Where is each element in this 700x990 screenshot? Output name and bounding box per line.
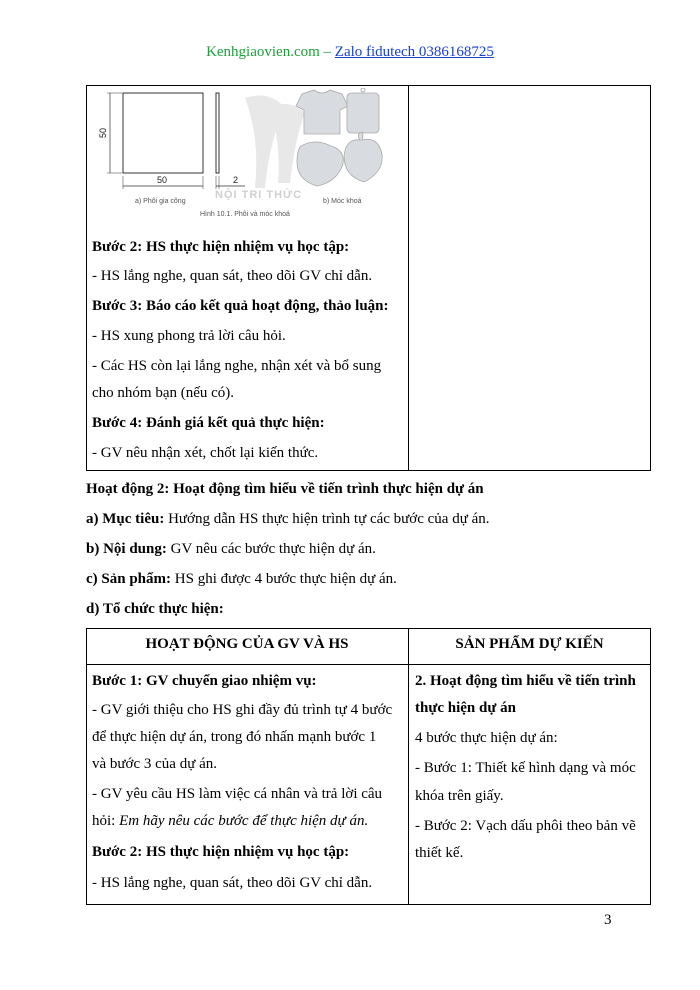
top-step4-line: - GV nêu nhận xét, chốt lại kiến thức.	[92, 445, 319, 461]
t2-left-line5-prefix: hỏi:	[92, 813, 120, 829]
table-header-activities: HOẠT ĐỘNG CỦA GV VÀ HS	[145, 636, 349, 652]
figure-caption-a: a) Phôi gia công	[135, 198, 186, 205]
t2-right-line2: - Bước 1: Thiết kế hình dạng và móc	[415, 760, 636, 776]
top-step3-line1: - HS xung phong trả lời câu hỏi.	[92, 328, 286, 344]
dim-thickness: 2	[233, 175, 239, 185]
t2-left-line6: - HS lắng nghe, quan sát, theo dõi GV chỉ dẫn.	[92, 875, 373, 891]
page-header	[0, 44, 700, 61]
blank-plate-side	[216, 93, 219, 173]
activity-content	[86, 538, 376, 560]
activity-title: Hoạt động 2: Hoạt động tìm hiểu về tiến trình thực hiện dự án	[86, 481, 484, 497]
top-step3-title: Bước 3: Báo cáo kết quả hoạt động, thảo luận:	[92, 298, 389, 314]
figure-svg	[95, 88, 400, 230]
header-separator: –	[319, 44, 335, 60]
blank-plate	[123, 93, 203, 173]
top-step3-line2b: cho nhóm bạn (nếu có).	[92, 385, 235, 401]
t2-step1-title: Bước 1: GV chuyển giao nhiệm vụ:	[92, 673, 317, 689]
page-number: 3	[604, 912, 612, 928]
t2-left-line5	[92, 810, 368, 832]
goal-text: Hướng dẫn HS thực hiện trình tự các bước của dự án.	[164, 511, 490, 527]
t2-left-line3: và bước 3 của dự án.	[92, 756, 217, 772]
product-text: HS ghi được 4 bước thực hiện dự án.	[171, 571, 397, 587]
activity-table-divider	[408, 628, 409, 905]
t2-right-line4: - Bước 2: Vạch dấu phôi theo bản vẽ	[415, 818, 636, 834]
top-table-divider	[408, 85, 409, 471]
t2-right-line5: thiết kế.	[415, 845, 464, 861]
t2-left-line5-question: Em hãy nêu các bước để thực hiện dự án.	[119, 813, 369, 829]
dim-width: 50	[157, 175, 168, 185]
t2-right-line1: 4 bước thực hiện dự án:	[415, 730, 558, 746]
figure-caption-main: Hình 10.1. Phôi và móc khoá	[200, 211, 290, 218]
header-site[interactable]: Kenhgiaovien.com	[206, 44, 320, 60]
figure-caption-b: b) Móc khoá	[323, 198, 362, 205]
t2-left-line4: - GV yêu cầu HS làm việc cá nhân và trả lời câu	[92, 786, 383, 802]
keychain-apple-icon	[344, 132, 382, 182]
goal-label: a) Mục tiêu:	[86, 511, 165, 527]
keychain-heart-icon	[297, 142, 343, 186]
activity-product	[86, 568, 397, 590]
t2-left-line2: để thực hiện dự án, trong đó nhấn mạnh bước 1	[92, 729, 377, 745]
activity-goal	[86, 508, 490, 530]
keychain-shirt-icon	[296, 90, 348, 134]
product-label: c) Sản phẩm:	[86, 571, 172, 587]
top-step2-title: Bước 2: HS thực hiện nhiệm vụ học tập:	[92, 239, 350, 255]
top-step4-title: Bước 4: Đánh giá kết quả thực hiện:	[92, 415, 325, 431]
table-header-products: SẢN PHẨM DỰ KIẾN	[455, 636, 604, 652]
activity-org-label: d) Tổ chức thực hiện:	[86, 601, 224, 617]
t2-right-title2: thực hiện dự án	[415, 700, 516, 716]
top-step2-line: - HS lắng nghe, quan sát, theo dõi GV chỉ dẫn.	[92, 268, 373, 284]
t2-left-line1: - GV giới thiệu cho HS ghi đầy đủ trình tự 4 bước	[92, 702, 393, 718]
activity-table-header-line	[86, 664, 651, 665]
t2-right-title1: 2. Hoạt động tìm hiểu về tiến trình	[415, 673, 636, 689]
t2-step2-title: Bước 2: HS thực hiện nhiệm vụ học tập:	[92, 844, 350, 860]
top-step3-line2a: - Các HS còn lại lắng nghe, nhận xét và bổ sung	[92, 358, 382, 374]
t2-right-line3: khóa trên giấy.	[415, 788, 504, 804]
content-label: b) Nội dung:	[86, 541, 167, 557]
header-zalo-link[interactable]: Zalo fidutech 0386168725	[334, 44, 494, 60]
dim-height: 50	[98, 127, 109, 139]
figure	[95, 88, 400, 230]
figure-watermark: NỘI TRI THỨC	[215, 189, 303, 201]
keychain-rectangle-icon	[347, 88, 379, 133]
content-text: GV nêu các bước thực hiện dự án.	[166, 541, 376, 557]
